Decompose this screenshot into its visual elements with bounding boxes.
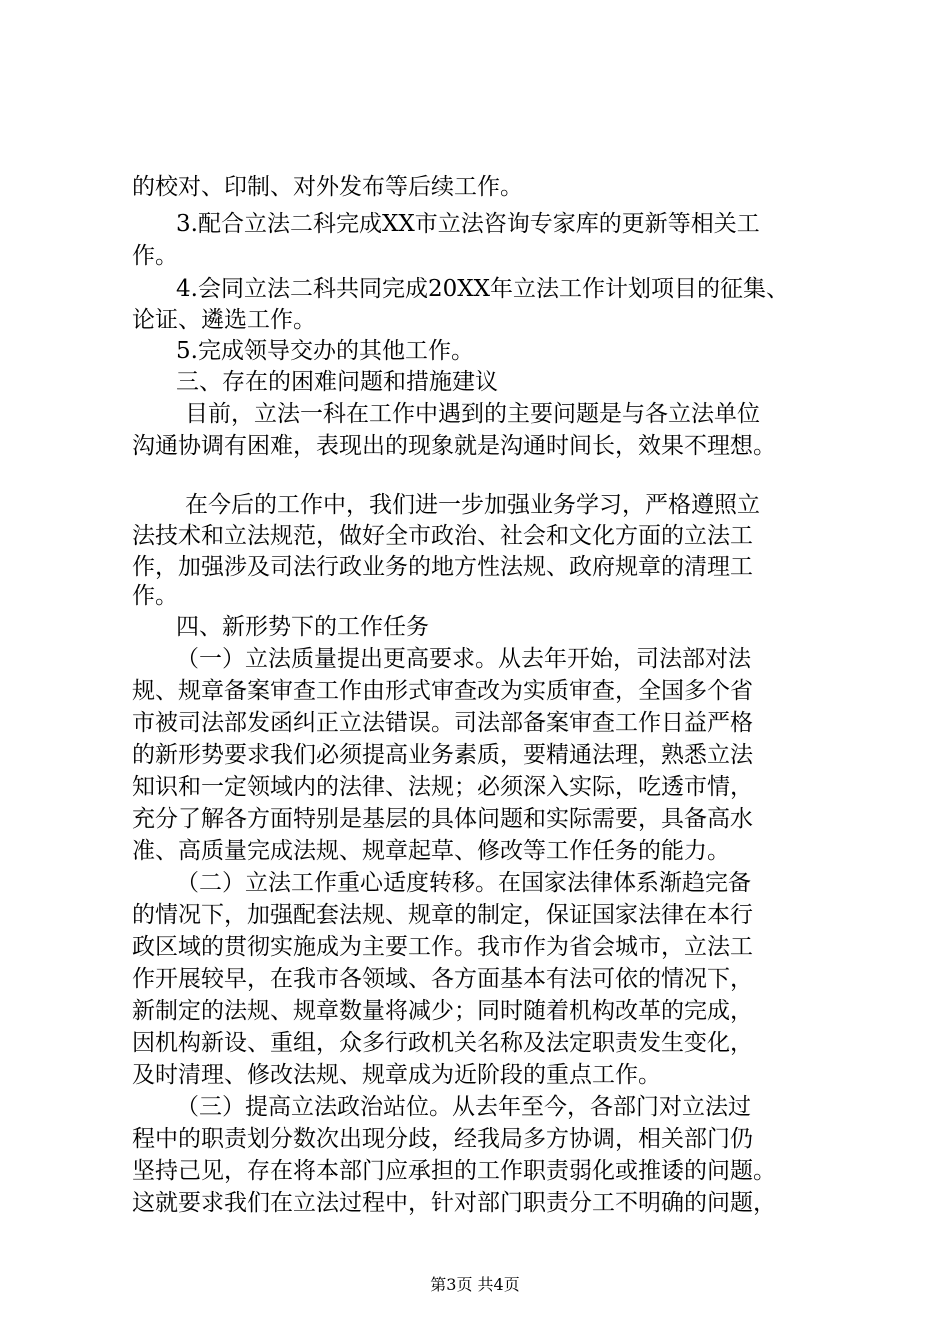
text-line: 3.配合立法二科完成XX市立法咨询专家库的更新等相关工 <box>176 211 760 237</box>
text-line: 目前，立法一科在工作中遇到的主要问题是与各立法单位 <box>185 401 760 427</box>
text-line: 的新形势要求我们必须提高业务素质，要精通法理，熟悉立法 <box>132 742 753 768</box>
text-line: 充分了解各方面特别是基层的具体问题和实际需要，具备高水 <box>132 806 753 832</box>
text-line: 坚持己见，存在将本部门应承担的工作职责弱化或推诿的问题。 <box>132 1158 776 1184</box>
text-line: 知识和一定领域内的法律、法规；必须深入实际，吃透市情， <box>132 774 753 800</box>
text-line: 4.会同立法二科共同完成20XX年立法工作计划项目的征集、 <box>176 276 789 302</box>
text-line: 作，加强涉及司法行政业务的地方性法规、政府规章的清理工 <box>132 554 753 580</box>
text-line: 政区域的贯彻实施成为主要工作。我市作为省会城市，立法工 <box>132 934 753 960</box>
text-line: 规、规章备案审查工作由形式审查改为实质审查，全国多个省 <box>132 678 753 704</box>
text-line: 及时清理、修改法规、规章成为近阶段的重点工作。 <box>132 1062 661 1088</box>
text-line: 论证、遴选工作。 <box>132 307 316 333</box>
text-line: 这就要求我们在立法过程中，针对部门职责分工不明确的问题， <box>132 1190 776 1216</box>
text-line: 程中的职责划分数次出现分歧，经我局多方协调，相关部门仍 <box>132 1126 753 1152</box>
text-line: （三）提高立法政治站位。从去年至今，各部门对立法过 <box>176 1094 751 1120</box>
text-line: 的校对、印制、对外发布等后续工作。 <box>132 174 523 200</box>
text-line: 在今后的工作中，我们进一步加强业务学习，严格遵照立 <box>185 492 760 518</box>
text-line: （一）立法质量提出更高要求。从去年开始，司法部对法 <box>176 646 751 672</box>
section-heading: 四、新形势下的工作任务 <box>176 614 429 640</box>
section-heading: 三、存在的困难问题和措施建议 <box>176 369 498 395</box>
text-line: 5.完成领导交办的其他工作。 <box>176 338 474 364</box>
text-line: 作。 <box>132 583 178 609</box>
text-line: 作开展较早，在我市各领域、各方面基本有法可依的情况下， <box>132 966 753 992</box>
page-number-footer: 第3页 共4页 <box>430 1275 520 1294</box>
text-line: 市被司法部发函纠正立法错误。司法部备案审查工作日益严格 <box>132 710 753 736</box>
text-line: 的情况下，加强配套法规、规章的制定，保证国家法律在本行 <box>132 902 753 928</box>
text-line: 因机构新设、重组，众多行政机关名称及法定职责发生变化， <box>132 1030 753 1056</box>
text-line: 新制定的法规、规章数量将减少；同时随着机构改革的完成， <box>132 998 753 1024</box>
text-line: 沟通协调有困难，表现出的现象就是沟通时间长，效果不理想。 <box>132 433 776 459</box>
text-line: 作。 <box>132 243 178 269</box>
text-line: （二）立法工作重心适度转移。在国家法律体系渐趋完备 <box>176 870 751 896</box>
text-line: 法技术和立法规范，做好全市政治、社会和文化方面的立法工 <box>132 523 753 549</box>
text-line: 准、高质量完成法规、规章起草、修改等工作任务的能力。 <box>132 838 730 864</box>
